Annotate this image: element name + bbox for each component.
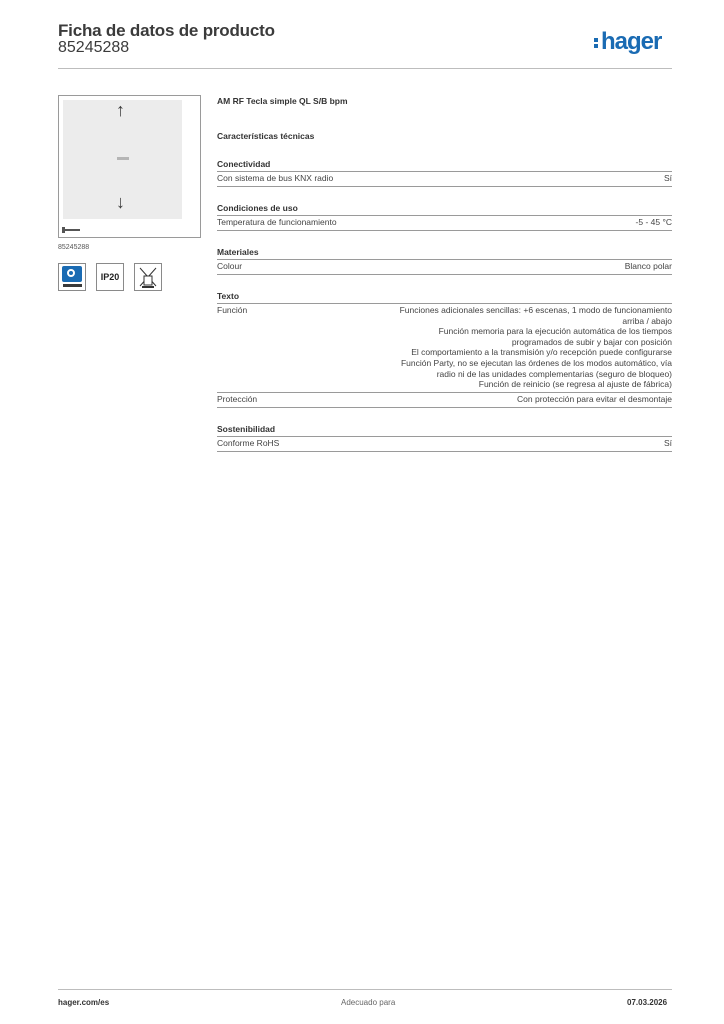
- product-name: AM RF Tecla simple QL S/B bpm: [217, 96, 348, 106]
- footer-date: 07.03.2026: [627, 998, 668, 1007]
- section-title: Texto: [217, 291, 672, 304]
- function-line: arriba / abajo: [622, 315, 672, 326]
- arrow-up-icon: ↑: [116, 100, 125, 120]
- quality-mark-icon: [58, 263, 86, 291]
- section-title: Materiales: [217, 247, 672, 260]
- spec-value: Sí: [663, 173, 672, 183]
- section-title: Conectividad: [217, 159, 672, 172]
- product-reference: 85245288: [58, 39, 130, 56]
- spec-label: Protección: [217, 393, 258, 404]
- footer-suitable-for: Adecuado para: [341, 998, 396, 1007]
- section-connectivity: [217, 159, 672, 187]
- arrow-down-icon: ↓: [116, 192, 125, 212]
- section-conditions: [217, 203, 672, 231]
- ip20-badge: IP20: [96, 263, 124, 291]
- function-line: radio ni de las unidades complementarias (seguro de bloqueo): [436, 368, 672, 379]
- section-materials: [217, 247, 672, 275]
- spec-label: Colour: [217, 261, 243, 271]
- scale-ruler-icon: [61, 226, 81, 234]
- footer-site-link[interactable]: hager.com/es: [58, 998, 110, 1007]
- spec-row: [217, 260, 672, 275]
- status-led: [117, 157, 129, 160]
- spec-row: [217, 172, 672, 187]
- hager-logo: [594, 28, 661, 56]
- spec-value-multiline: [352, 305, 672, 390]
- section-sustainability: [217, 424, 672, 452]
- function-line: Funciones adicionales sencillas: +6 escenas, 1 modo de funcionamiento: [399, 305, 672, 315]
- image-reference: 85245288: [58, 244, 90, 251]
- spec-value: Con protección para evitar el desmontaje: [517, 393, 672, 404]
- section-text: [217, 291, 672, 408]
- footer-divider: [58, 989, 672, 990]
- function-line: programados de subir y bajar con posición: [511, 336, 672, 347]
- spec-label: Con sistema de bus KNX radio: [217, 173, 334, 183]
- spec-label: Temperatura de funcionamiento: [217, 217, 337, 227]
- header-divider: [58, 68, 672, 69]
- section-title: Sostenibilidad: [217, 424, 672, 437]
- function-line: El comportamiento a la transmisión y/o recepción puede configurarse: [411, 347, 672, 358]
- section-title: Condiciones de uso: [217, 203, 672, 216]
- function-line: Función Party, no se ejecutan las órdenes de los modos automático, vía: [400, 357, 672, 368]
- crossed-bin-icon: [135, 264, 161, 290]
- function-line: Función memoria para la ejecución automática de los tiempos: [438, 326, 672, 337]
- spec-label: Conforme RoHS: [217, 437, 280, 448]
- technical-specs-heading: Características técnicas: [217, 131, 315, 141]
- spec-value: -5 - 45 °C: [635, 217, 672, 227]
- spec-row: [217, 216, 672, 231]
- battery-disposal-icon: [134, 263, 162, 291]
- spec-value: Sí: [663, 437, 672, 448]
- spec-value: Blanco polar: [624, 261, 672, 271]
- logo-dots-icon: [594, 36, 600, 50]
- spec-column: [217, 96, 672, 468]
- spec-row: [217, 393, 672, 408]
- spec-row-function: [217, 304, 672, 393]
- logo-text: hager: [601, 28, 662, 55]
- page-title: Ficha de datos de producto: [58, 21, 275, 40]
- spec-row: [217, 437, 672, 452]
- spec-label: Función: [217, 305, 248, 315]
- function-line: Función de reinicio (se regresa al ajuste de fábrica): [478, 379, 672, 390]
